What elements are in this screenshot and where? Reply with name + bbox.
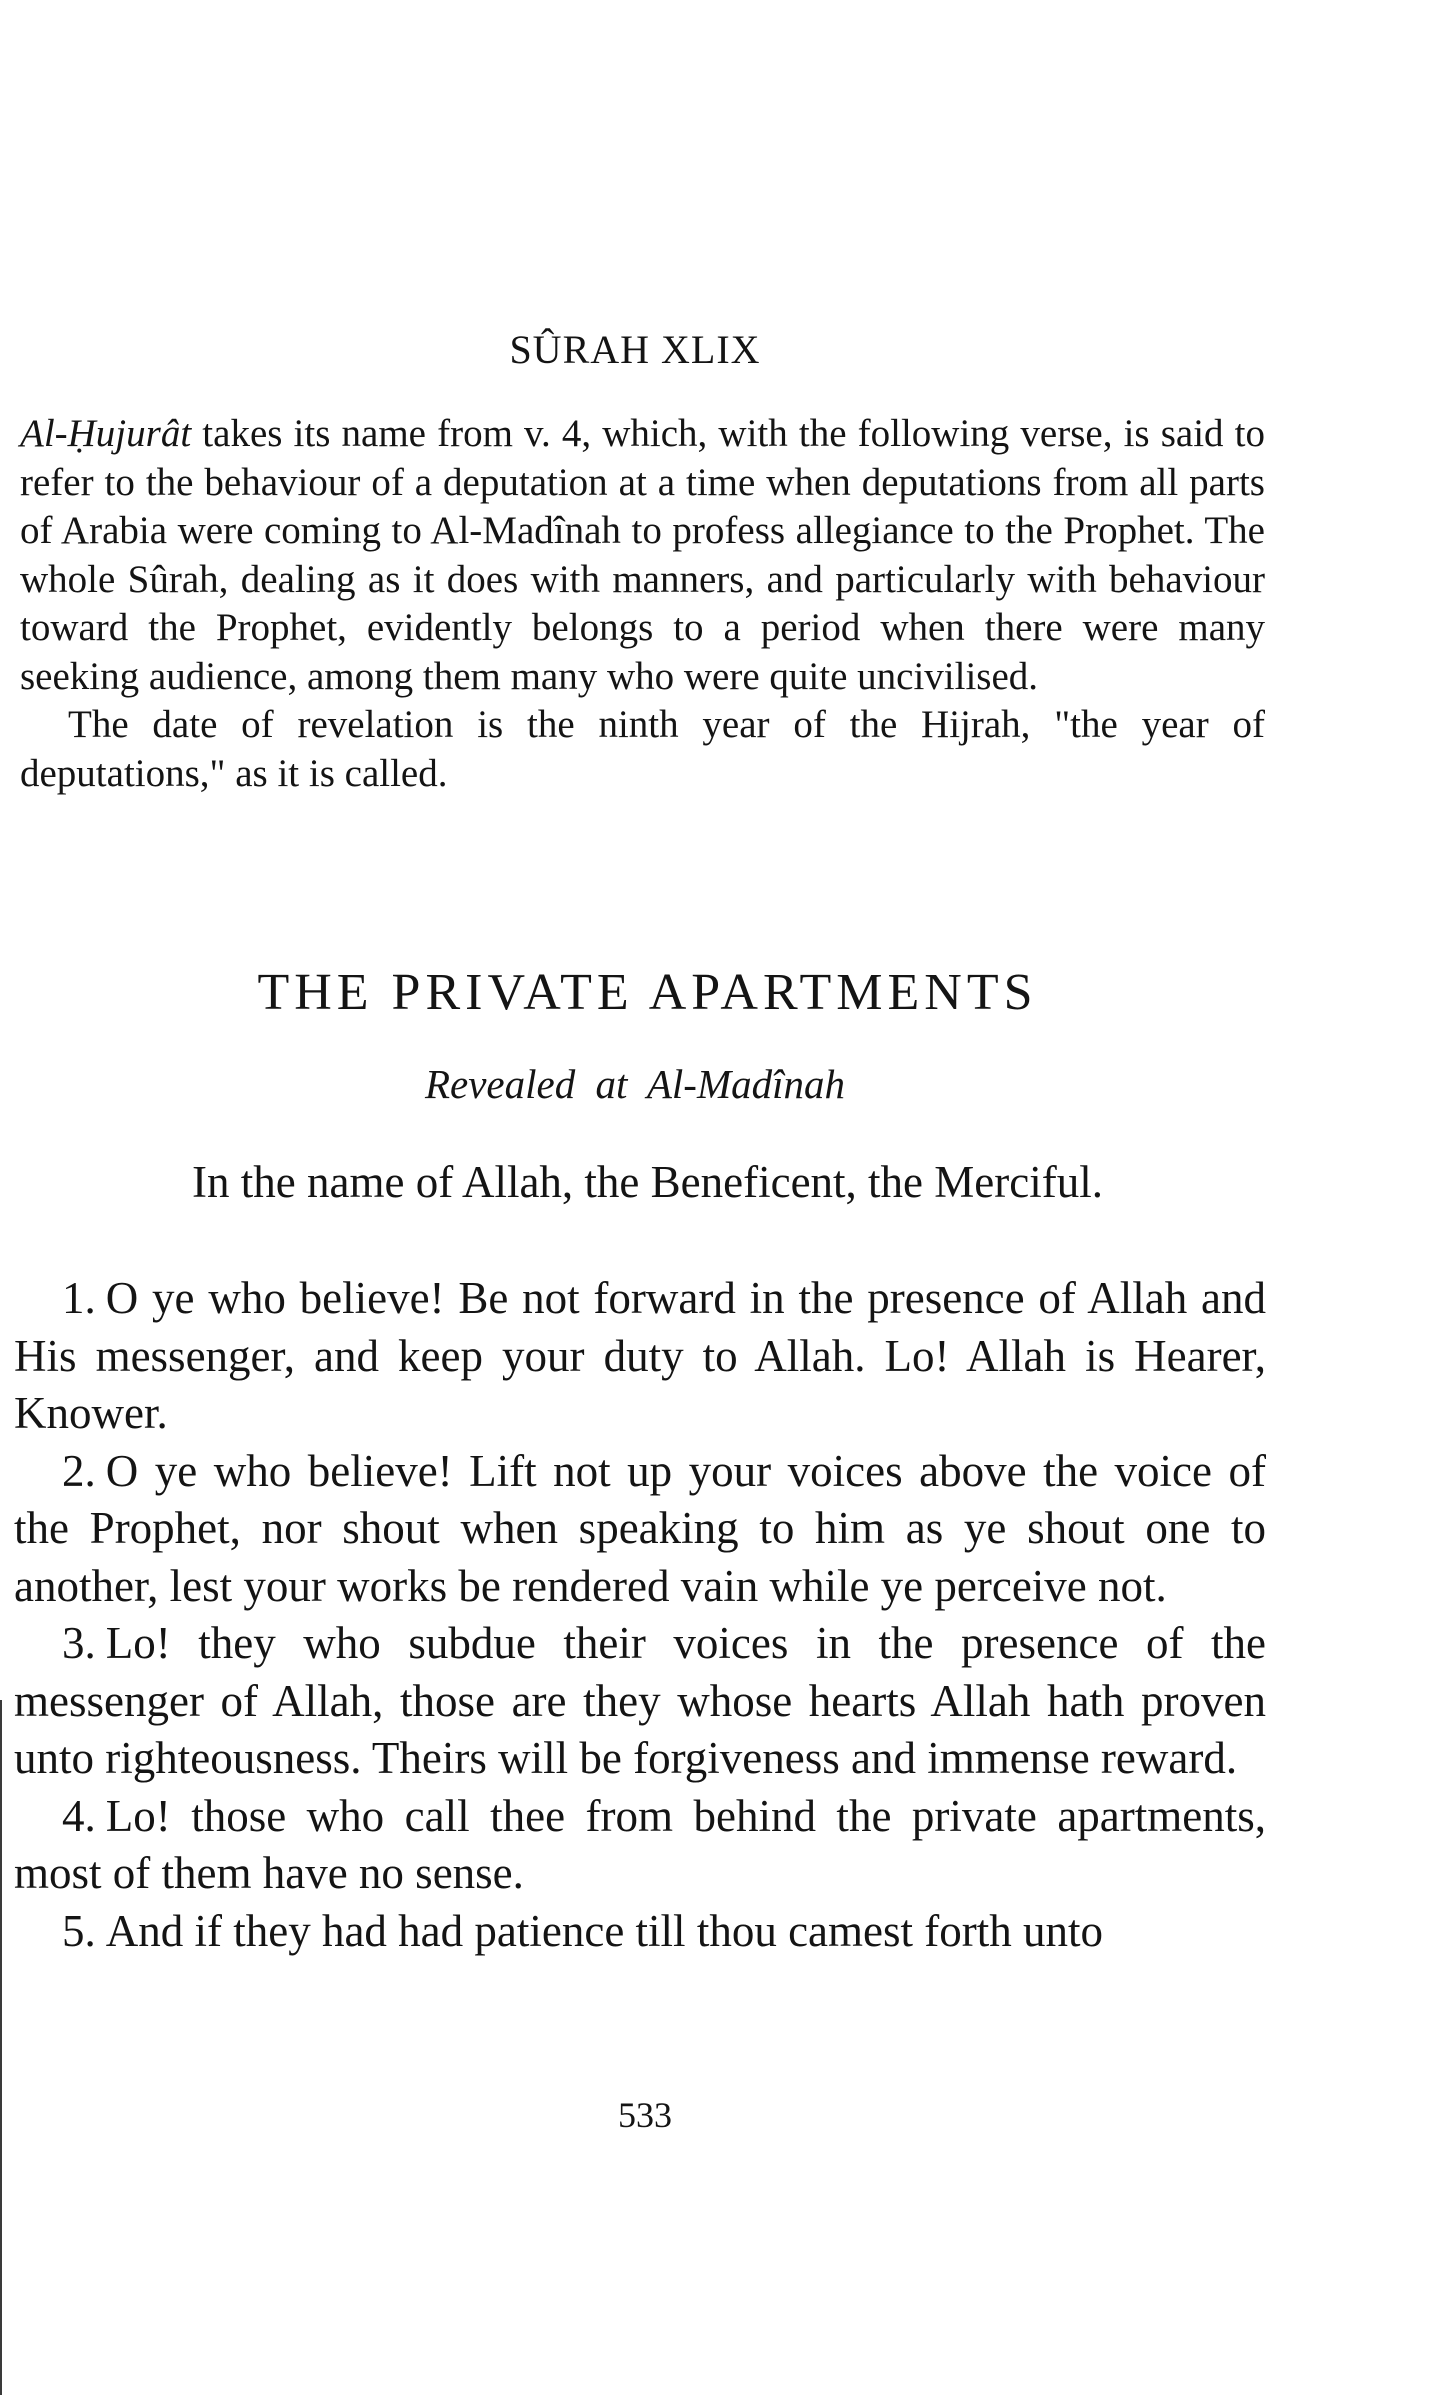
verse <box>14 1270 1266 1443</box>
verse-number: 3. <box>62 1618 96 1668</box>
verse-number: 2. <box>62 1445 96 1496</box>
verse-list <box>14 1270 1266 1960</box>
intro-paragraph-1 <box>20 410 1265 701</box>
verse-text: O ye who believe! Lift not up your voices above the voice of the Prophet, nor shout when speaking to him as ye shout one to another, lest your works be rendered vain while ye perceive not. <box>14 1445 1266 1611</box>
surah-name-italic: Al-Ḥujurât <box>20 412 192 455</box>
verse <box>14 1615 1266 1788</box>
verse-text: Lo! they who subdue their voices in the presence of the messenger of Allah, those are they whose hearts Allah hath proven unto righteousness. Theirs will be forgiveness and immense reward. <box>14 1618 1266 1783</box>
verse-number: 1. <box>62 1273 96 1323</box>
verse-text: And if they had had patience till thou camest forth unto <box>105 1905 1103 1956</box>
verse <box>14 1903 1266 1961</box>
verse-number: 5. <box>62 1905 96 1956</box>
verse <box>14 1443 1266 1616</box>
bismillah: In the name of Allah, the Beneficent, the Merciful. <box>192 1157 1103 1207</box>
page-number: 533 <box>618 2095 672 2135</box>
verse-text: O ye who believe! Be not forward in the presence of Allah and His messenger, and keep your duty to Allah. Lo! Allah is Hearer, Knower. <box>14 1273 1266 1438</box>
surah-heading: SÛRAH XLIX <box>509 327 761 372</box>
surah-introduction <box>20 410 1265 798</box>
scan-edge-line <box>0 1700 2 2395</box>
verse-number: 4. <box>62 1790 96 1841</box>
intro-paragraph-1-text: takes its name from v. 4, which, with the following verse, is said to refer to the behaviour of a deputation at a time when deputations from all parts of Arabia were coming to Al-Madînah to profess allegiance to the Prophet. The whole Sûrah, dealing as it does with manners, and particularly with behaviour toward the Prophet, evidently belongs to a period when there were many seeking audience, among them many who were quite uncivilised. <box>20 412 1265 698</box>
chapter-title: THE PRIVATE APARTMENTS <box>257 964 1038 1021</box>
revelation-place: Revealed at Al-Madînah <box>424 1061 845 1107</box>
verse-text: Lo! those who call thee from behind the private apartments, most of them have no sense. <box>14 1790 1266 1898</box>
intro-paragraph-2: The date of revelation is the ninth year of the Hijrah, "the year of deputations," as it is called. <box>20 703 1265 795</box>
verse <box>14 1788 1266 1903</box>
